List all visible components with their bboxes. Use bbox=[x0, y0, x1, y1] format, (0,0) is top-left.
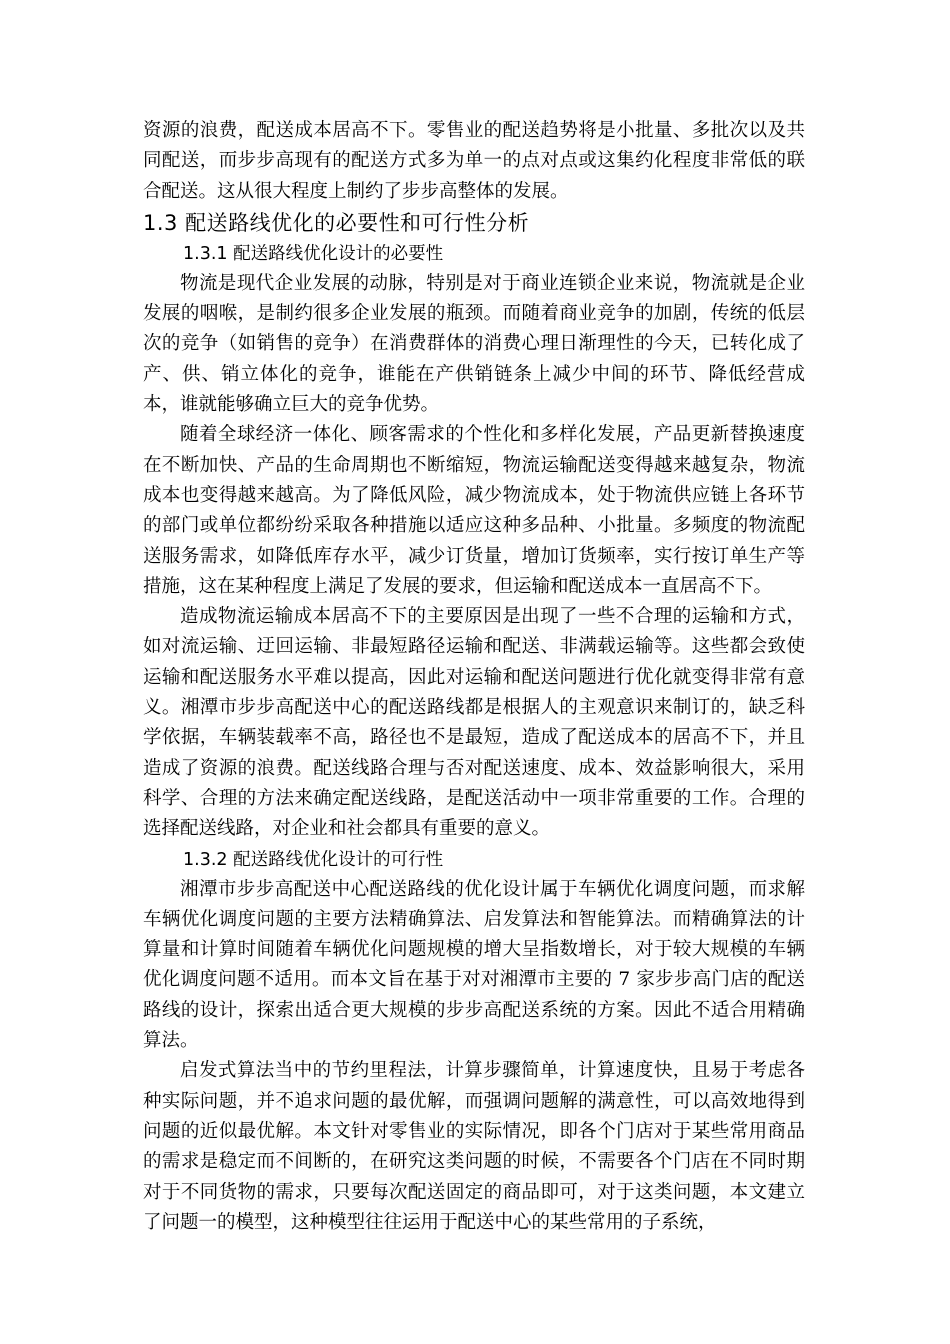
document-page bbox=[143, 116, 805, 1238]
subsection-heading-feasibility: 1.3.2 配送路线优化设计的可行性 bbox=[183, 849, 444, 870]
subsection-heading-necessity: 1.3.1 配送路线优化设计的必要性 bbox=[183, 243, 444, 264]
body-paragraph: 启发式算法当中的节约里程法，计算步骤简单，计算速度快，且易于考虑各种实际问题，并不追求问题的最优解，而强调问题解的满意性，可以高效地得到问题的近似最优解。本文针对零售业的实际情况，即各个门店对于某些常用商品的需求是稳定而不间断的，在研究这类问题的时候，不需要各个门店在不同时期对于不同货物的需求，只要每次配送固定的商品即可，对于这类问题，本文建立了问题一的模型，这种模型往往运用于配送中心的某些常用的子系统， bbox=[143, 1060, 805, 1233]
section-heading: 1.3 配送路线优化的必要性和可行性分析 bbox=[143, 210, 530, 235]
body-paragraph: 随着全球经济一体化、顾客需求的个性化和多样化发展，产品更新替换速度在不断加快、产品的生命周期也不断缩短，物流运输配送变得越来越复杂，物流成本也变得越来越高。为了降低风险，减少物流成本，处于物流供应链上各环节的部门或单位都纷纷采取各种措施以适应这种多品种、小批量。多频度的物流配送服务需求，如降低库存水平，减少订货量，增加订货频率，实行按订单生产等措施，这在某种程度上满足了发展的要求，但运输和配送成本一直居高不下。 bbox=[143, 424, 805, 597]
intro-paragraph: 资源的浪费，配送成本居高不下。零售业的配送趋势将是小批量、多批次以及共同配送，而步步高现有的配送方式多为单一的点对点或这集约化程度非常低的联合配送。这从很大程度上制约了步步高整体的发展。 bbox=[143, 120, 805, 202]
body-paragraph: 物流是现代企业发展的动脉，特别是对于商业连锁企业来说，物流就是企业发展的咽喉，是制约很多企业发展的瓶颈。而随着商业竞争的加剧，传统的低层次的竞争（如销售的竞争）在消费群体的消费心理日渐理性的今天，已转化成了产、供、销立体化的竞争，谁能在产供销链条上减少中间的环节、降低经营成本，谁就能够确立巨大的竞争优势。 bbox=[143, 272, 805, 416]
body-paragraph: 造成物流运输成本居高不下的主要原因是出现了一些不合理的运输和方式，如对流运输、迂回运输、非最短路径运输和配送、非满载运输等。这些都会致使运输和配送服务水平难以提高，因此对运输和配送问题进行优化就变得非常有意义。湘潭市步步高配送中心的配送路线都是根据人的主观意识来制订的，缺乏科学依据，车辆装载率不高，路径也不是最短，造成了配送成本的居高不下，并且造成了资源的浪费。配送线路合理与否对配送速度、成本、效益影响很大，采用科学、合理的方法来确定配送线路，是配送活动中一项非常重要的工作。合理的选择配送线路，对企业和社会都具有重要的意义。 bbox=[143, 606, 805, 840]
body-paragraph: 湘潭市步步高配送中心配送路线的优化设计属于车辆优化调度问题，而求解车辆优化调度问题的主要方法精确算法、启发算法和智能算法。而精确算法的计算量和计算时间随着车辆优化问题规模的增大呈指数增长，对于较大规模的车辆优化调度问题不适用。而本文旨在基于对对湘潭市主要的 7 家步步高门店的配送路线的设计，探索出适合更大规模的步步高配送系统的方案。因此不适合用精确算法。 bbox=[143, 878, 805, 1052]
